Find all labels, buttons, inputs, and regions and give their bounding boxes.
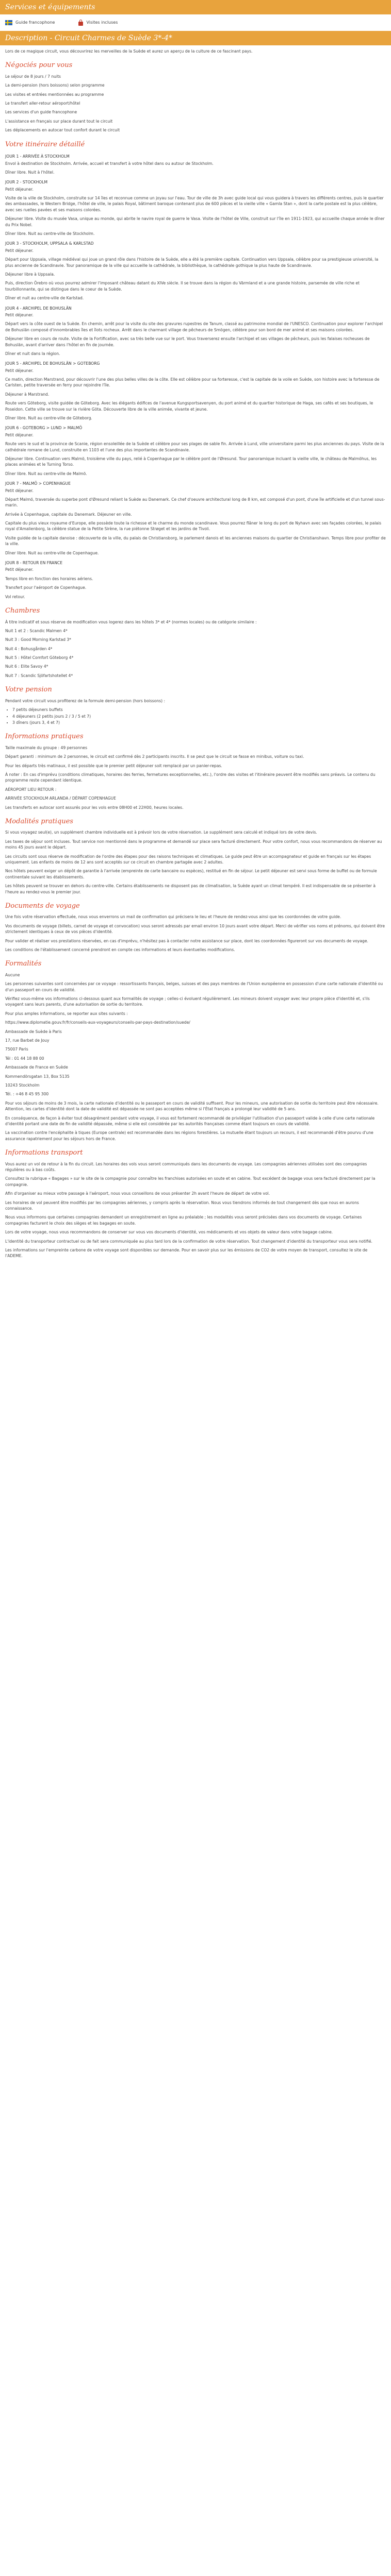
paragraph: Déjeuner à Marstrand. — [5, 392, 50, 397]
paragraph: L'assistance en français sur place durant tout le circuit — [5, 118, 113, 124]
paragraph: Tél : 01 44 18 88 00 — [5, 1056, 44, 1061]
paragraph: Envol à destination de Stockholm. Arrivée, accueil et transfert à votre hôtel dans ou autour de Stockholm. — [5, 161, 214, 166]
day-title: JOUR 2 - STOCKHOLM — [5, 180, 48, 185]
day-title: JOUR 3 - STOCKHOLM, UPPSALA & KARLSTAD — [5, 241, 94, 246]
paragraph: Vol retour. — [5, 594, 25, 599]
paragraph: Petit déjeuner. — [5, 312, 34, 317]
paragraph: Les transferts en autocar sont assurés pour les vols entre 08H00 et 22H00, heures locales. — [5, 805, 184, 810]
paragraph: 75007 Paris — [5, 1047, 28, 1052]
paragraph: Vous aurez un vol de retour à la fin du circuit. Les horaires des vols vous seront communiqués dans les documents de voyage. Les compagnies aériennes utilisées sont des compagnies régulières ou à bas coûts. — [5, 1161, 367, 1172]
paragraph: Arrivée à Copenhague, capitale du Danemark. Déjeuner en ville. — [5, 512, 132, 517]
paragraph: Les personnes suivantes sont concernées par ce voyage : ressortissants français, belges, suisses et des pays membres de l'Union européenne en possession d'une carte nationale d'identité ou d'un passeport en cours de validité. — [5, 981, 383, 992]
section-heading: Informations transport — [5, 1149, 83, 1157]
list-item: • 4 déjeuners (2 petits jours 2 / 3 / 5 et 7) — [12, 714, 386, 719]
paragraph: Afin d'organiser au mieux votre passage à l'aéroport, nous vous conseillons de vous présenter 2h avant l'heure de départ de votre vol. — [5, 1191, 270, 1196]
paragraph: Une fois votre réservation effectuée, nous vous enverrons un mail de confirmation qui précisera le lieu et l'heure de rendez-vous ainsi que les coordonnées de votre guide. — [5, 914, 341, 920]
services-row — [0, 14, 391, 31]
paragraph: Nos hôtels peuvent exiger un dépôt de garantie à l'arrivée (empreinte de carte bancaire ou espèces), restitué en fin de séjour. Le petit déjeuner est servi sous forme de buffet ou de formule continentale suivant les établissements. — [5, 869, 377, 879]
paragraph: Les déplacements en autocar tout confort durant le circuit — [5, 128, 120, 133]
paragraph: Kommendörsgatan 13, Box 5135 — [5, 1074, 70, 1079]
paragraph: Petit déjeuner. — [5, 488, 34, 493]
paragraph: Taille maximale du groupe : 49 personnes — [5, 745, 88, 750]
visits-included — [78, 20, 118, 26]
paragraph: Visite guidée de la capitale danoise : découverte de la ville, du palais de Christiansborg, le parlement danois et les anciennes maisons du quartier de Christianshavn. Temps libre pour profiter de la ville. — [5, 535, 386, 547]
section-heading: Négociés pour vous — [5, 61, 73, 70]
paragraph: Dîner libre. Nuit à l'hôtel. — [5, 170, 55, 175]
flag-icon — [5, 20, 12, 25]
paragraph: 10243 Stockholm — [5, 1082, 40, 1088]
section-heading: Votre itinéraire détaillé — [5, 140, 85, 148]
paragraph: Ambassade de France en Suède — [5, 1065, 68, 1070]
day-title: JOUR 5 - ARCHIPEL DE BOHUSLÄN > GOTEBORG — [5, 361, 100, 366]
page — [0, 0, 391, 1262]
paragraph: Départ pour Uppsala, village médiéval qui joue un grand rôle dans l'histoire de la Suède, elle a été la première capitale. Continuation vers Uppsala, célèbre pour sa prestigieuse université, la plus ancienne de Scandinavie. Tour panoramique de la ville qui accueille la cathédrale, la bibliothèque, la cathédrale gothique la plus haute de Scandinavie. — [5, 257, 379, 268]
services-band: Services et équipements — [0, 0, 391, 14]
paragraph: Pour plus amples informations, se reporter aux sites suivants : — [5, 1011, 128, 1016]
paragraph: Le séjour de 8 jours / 7 nuits — [5, 74, 61, 79]
day-title: JOUR 4 - ARCHIPEL DE BOHUSLÄN — [5, 306, 72, 311]
paragraph: Dîner et nuit au centre-ville de Karlstad. — [5, 296, 84, 301]
paragraph: Les circuits sont sous réserve de modification de l'ordre des étapes pour des raisons techniques et climatiques. Le guide peut être un accompagnateur et guide en français sur les étapes uniquement. Les enfants de moins de 12 ans sont acceptés sur ce circuit en chambre partagée avec 2 adultes. — [5, 854, 371, 865]
paragraph: Ambassade de Suède à Paris — [5, 1029, 62, 1034]
paragraph: Dîner libre. Nuit au centre-ville de Malmö. — [5, 471, 87, 476]
paragraph: À noter : En cas d'imprévu (conditions climatiques, horaires des ferries, fermetures exceptionnelles, etc.), l'ordre des visites et l'itinéraire peuvent être modifiés sans préavis. Le contenu du programme reste cependant identique. — [5, 772, 376, 783]
paragraph: Le transfert aller-retour aéroport/hôtel — [5, 101, 80, 106]
meal-list — [12, 707, 386, 725]
paragraph: Dîner libre. Nuit au centre-ville de Göteborg. — [5, 416, 92, 421]
paragraph: Dîner libre. Nuit au centre-ville de Copenhague. — [5, 550, 99, 555]
paragraph: Visite de la ville de Stockholm, construite sur 14 îles et reconnue comme un joyau sur l'eau. Tour de ville de 3h avec guide local qui vous guidera à travers les différents centres, puis le quartier des ambassades, le Western Bridge, l'hôtel de ville, le palais Royal, bâtiment baroque contenant plus de 600 pièces et la vieille ville « Gamla Stan », dont la carte postale est la plus célèbre, avec ses ruelles pavées et ses maisons colorées. — [5, 196, 384, 212]
paragraph: Petit déjeuner. — [5, 432, 34, 437]
section-heading: Informations pratiques — [5, 733, 84, 741]
paragraph: Nuit 3 : Good Morning Karlstad 3* — [5, 637, 71, 642]
list-item: • 7 petits déjeuners buffets — [12, 707, 386, 713]
paragraph: Nuit 4 : Bohusgården 4* — [5, 646, 53, 651]
paragraph: Les conditions de l'établissement concerné prendront en compte ces informations et leurs éventuelles modifications. — [5, 947, 235, 952]
paragraph: L'identité du transporteur contractuel ou de fait sera communiquée au plus tard lors de la confirmation de votre réservation. Tout changement d'identité du transporteur vous sera notifié. — [5, 1239, 372, 1244]
paragraph: Déjeuner libre. Visite du musée Vasa, unique au monde, qui abrite le navire royal de guerre le Vasa. Visite de l'hôtel de Ville, construit sur l'île en 1911-1923, qui accueille chaque année le dîner du Prix Nobel. — [5, 216, 385, 227]
day-title: JOUR 8 - RETOUR EN FRANCE — [5, 561, 63, 566]
section-heading: Votre pension — [5, 686, 52, 694]
paragraph: Petit déjeuner. — [5, 567, 34, 572]
paragraph: Lors de votre voyage, nous vous recommandons de conserver sur vous vos documents d'identité, vos médicaments et vos objets de valeur dans votre bagage cabine. — [5, 1230, 333, 1235]
paragraph: Consultez la rubrique « Bagages » sur le site de la compagnie pour connaître les franchises autorisées en soute et en cabine. Tout excédent de bagage vous sera facturé directement par la compagnie. — [5, 1176, 376, 1187]
guide-language — [5, 20, 55, 26]
paragraph: Nuit 6 : Elite Savoy 4* — [5, 664, 48, 669]
section-heading: Formalités — [5, 960, 42, 968]
paragraph: Déjeuner libre. Continuation vers Malmö, troisième ville du pays, relié à Copenhague par le célèbre pont de l'Øresund. Tour panoramique incluant la vieille ville, le château de Malmöhus, les places animées et le Turning Torso. — [5, 456, 377, 467]
section-heading: Documents de voyage — [5, 902, 80, 910]
paragraph: En conséquence, de façon à éviter tout désagrément pendant votre voyage, il vous est fortement recommandé de privilégier l'utilisation d'un passeport valide à celle d'une carte nationale d'identité portant une date de fin de validité dépassée, même si elle est considérée par les autorités françaises comme étant toujours en cours de validité. — [5, 1115, 375, 1126]
paragraph: https://www.diplomatie.gouv.fr/fr/conseils-aux-voyageurs/conseils-par-pays-destination/suede/ — [5, 1020, 190, 1025]
paragraph: Transfert pour l'aéroport de Copenhague. — [5, 585, 87, 590]
paragraph: Départ Malmö, traversée du superbe pont d'Øresund reliant la Suède au Danemark. Ce chef d'oeuvre architectural long de 8 km, est composé d'un pont, d'une île artificielle et d'un tunnel sous-marin. — [5, 497, 385, 508]
paragraph: Tél. : +46 8 45 95 300 — [5, 1092, 49, 1097]
section-heading: Modalités pratiques — [5, 817, 73, 825]
paragraph: Les visites et entrées mentionnées au programme — [5, 92, 104, 97]
paragraph: Les hôtels peuvent se trouver en dehors du centre-ville. Certains établissements ne disposent pas de climatisation, la Suède ayant un climat tempéré. Il est indispensable de se présenter à l'heure au rendez-vous le premier jour. — [5, 884, 376, 894]
paragraph: Ce matin, direction Marstrand, pour découvrir l'une des plus belles villes de la côte. Elle est célèbre pour sa forteresse, c'est la capitale de la voile en Suède, son histoire avec la forteresse de Carlsten, petite traversée en ferry pour rejoindre l'île. — [5, 377, 380, 388]
paragraph: Vos documents de voyage (billets, carnet de voyage et convocation) vous seront adressés par email environ 10 jours avant votre départ. Merci de vérifier vos noms et prénoms, qui doivent être strictement identiques à ceux de vos pièces d'identité. — [5, 923, 385, 935]
paragraph: AÉROPORT LIEU RETOUR : — [5, 787, 57, 792]
day-title: JOUR 7 - MALMÖ > COPENHAGUE — [5, 481, 71, 486]
paragraph: La demi-pension (hors boissons) selon programme — [5, 83, 105, 88]
paragraph: Les informations sur l'empreinte carbone de votre voyage sont disponibles sur demande. Pour en savoir plus sur les émissions de CO2 de votre moyen de transport, consultez le site de l'ADEME. — [5, 1247, 368, 1259]
paragraph: Pour valider et réaliser vos prestations réservées, en cas d'imprévu, n'hésitez pas à contacter notre assistance sur place, dont les coordonnées figureront sur vos documents de voyage. — [5, 938, 368, 943]
paragraph: Temps libre en fonction des horaires aériens. — [5, 576, 93, 581]
paragraph: Puis, direction Örebro où vous pourrez admirer l'imposant château datant du XIVe siècle. Il se trouve dans la région du Värmland et a une grande histoire, parsemée de ville riche et tourbillonnante, qui se distingue dans le coeur de la Suède. — [5, 281, 360, 292]
paragraph: Pour les départs très matinaux, il est possible que le premier petit déjeuner soit remplacé par un panier-repas. — [5, 763, 222, 768]
lock-icon — [78, 22, 83, 26]
section-heading: Chambres — [5, 607, 40, 615]
paragraph: La vaccination contre l'encéphalite à tiques (Europe centrale) est recommandée dans les régions forestières. La mutuelle étant toujours un recours, il est recommandé d'être pourvu d'une assurance rapatriement pour les séjours hors de France. — [5, 1130, 373, 1141]
sections-container — [5, 60, 386, 1259]
paragraph: Petit déjeuner. — [5, 248, 34, 253]
paragraph: Départ vers la côte ouest de la Suède. En chemin, arrêt pour la visite du site des gravures rupestres de Tanum, classé au patrimoine mondial de l'UNESCO. Continuation pour explorer l'archipel de Bohuslän composé d'innombrables îles et îlots rocheux. Arrêt dans le charmant village de pêcheurs de Smögen, célèbre pour son bord de mer animé et ses maisons colorées. — [5, 321, 383, 332]
paragraph: Si vous voyagez seul(e), un supplément chambre individuelle est à prévoir lors de votre réservation. Le supplément sera calculé et indiqué lors de votre devis. — [5, 830, 317, 835]
paragraph: Nous vous informons que certaines compagnies demandent un enregistrement en ligne au préalable ; les modalités vous seront précisées dans vos documents de voyage. Certaines compagnies facturent le choix des sièges et les bagages en soute. — [5, 1215, 362, 1226]
paragraph: Départ garanti : minimum de 2 personnes, le circuit est confirmé dès 2 participants inscrits. Il se peut que le circuit se fasse en minibus, voiture ou taxi. — [5, 754, 304, 759]
guide-language-label: Guide francophone — [15, 20, 55, 25]
paragraph: Nuit 5 : Hôtel Comfort Göteborg 4* — [5, 655, 74, 660]
paragraph: Nuit 7 : Scandic Sjöfartshotellet 4* — [5, 673, 73, 678]
paragraph: ARRIVÉE STOCKHOLM ARLANDA / DÉPART COPENHAGUE — [5, 796, 116, 801]
paragraph: Déjeuner libre à Uppsala. — [5, 272, 55, 277]
list-item: • 3 dîners (jours 3, 4 et 7) — [12, 720, 386, 725]
paragraph: Route vers le sud et la province de Scanie, région ensoleillée de la Suède et célèbre pour ses plages de sable fin. Arrivée à Lund, ville universitaire parmi les plus anciennes du pays. Visite de la cathédrale romane de Lund, construite en 1103 et l'une des plus importantes de Scandinavie. — [5, 442, 384, 452]
paragraph: Capitale du plus vieux royaume d'Europe, elle possède toute la richesse et le charme du monde scandinave. Vous pourrez flâner le long du port de Nyhavn avec ses façades colorées, le palais royal d'Amalienborg, la célèbre statue de la Petite Sirène, la rue piétonne Strøget et les jardins de Tivoli. — [5, 521, 382, 532]
paragraph: Déjeuner libre en cours de route. Visite de la Fortification, avec sa très belle vue sur le port. Vous traverserez ensuite l'archipel et ses villages de pêcheurs, puis les falaises rocheuses de Bohuslän, avant d'arriver dans l'hôtel en fin de journée. — [5, 336, 370, 347]
paragraph: Vérifiez vous-même vos informations ci-dessous quant aux formalités de voyage ; celles-ci évoluent régulièrement. Les mineurs doivent voyager avec leur propre pièce d'identité et, s'ils voyagent sans leurs parents, d'une autorisation de sortie du territoire. — [5, 996, 370, 1007]
paragraph: Pour vos séjours de moins de 3 mois, la carte nationale d'identité ou le passeport en cours de validité suffisent. Pour les mineurs, une autorisation de sortie du territoire peut être nécessaire. Attention, les cartes d'identité dont la date de validité est dépassée ne sont pas acceptées même si l'État français a prolongé leur validité de 5 ans. — [5, 1100, 379, 1112]
paragraph: Nuit 1 et 2 : Scandic Malmen 4* — [5, 628, 68, 633]
visits-included-label: Visites incluses — [86, 20, 118, 25]
day-title: JOUR 1 - ARRIVÉE À STOCKHOLM — [5, 154, 70, 159]
paragraph: Route vers Göteborg, visite guidée de Göteborg. Avec les élégants édifices de l'avenue Kungsportsavenyen, du port animé et du quartier historique de Haga, ses cafés et ses boutiques, le Poseidon. Cette ville se trouve sur la rivière Göta. Découverte libre de la ville animée, vivante et jeune. — [5, 401, 373, 412]
paragraph: Petit déjeuner. — [5, 368, 34, 373]
paragraph: Dîner libre. Nuit au centre-ville de Stockholm. — [5, 231, 95, 236]
paragraph: Les horaires de vol peuvent être modifiés par les compagnies aériennes, y compris après la réservation. Nous vous tiendrons informés de tout changement dès que nous en aurons connaissance. — [5, 1200, 359, 1211]
paragraph: Dîner et nuit dans la région. — [5, 351, 60, 356]
paragraph: Les taxes de séjour sont incluses. Tout service non mentionné dans le programme et demandé sur place sera facturé directement. Pour votre confort, nous vous recommandons de réserver au moins 45 jours avant le départ. — [5, 839, 382, 850]
paragraph: Petit déjeuner. — [5, 187, 34, 192]
paragraph: À titre indicatif et sous réserve de modification vous logerez dans les hôtels 3* et 4* (normes locales) ou de catégorie similaire : — [5, 619, 257, 624]
intro-text: Lors de ce magique circuit, vous découvrirez les merveilles de la Suède et aurez un aperçu de la culture de ce fascinant pays. — [5, 49, 253, 54]
paragraph: Pendant votre circuit vous profiterez de la formule demi-pension (hors boissons) : — [5, 698, 166, 703]
day-title: JOUR 6 - GOTEBORG > LUND > MALMÖ — [5, 426, 83, 431]
description-content — [0, 48, 391, 1259]
paragraph: Aucune — [5, 972, 20, 977]
paragraph: 17, rue Barbet de Jouy — [5, 1038, 50, 1043]
description-band: Description - Circuit Charmes de Suède 3*-4* — [0, 31, 391, 45]
paragraph: Les services d'un guide francophone — [5, 110, 77, 115]
